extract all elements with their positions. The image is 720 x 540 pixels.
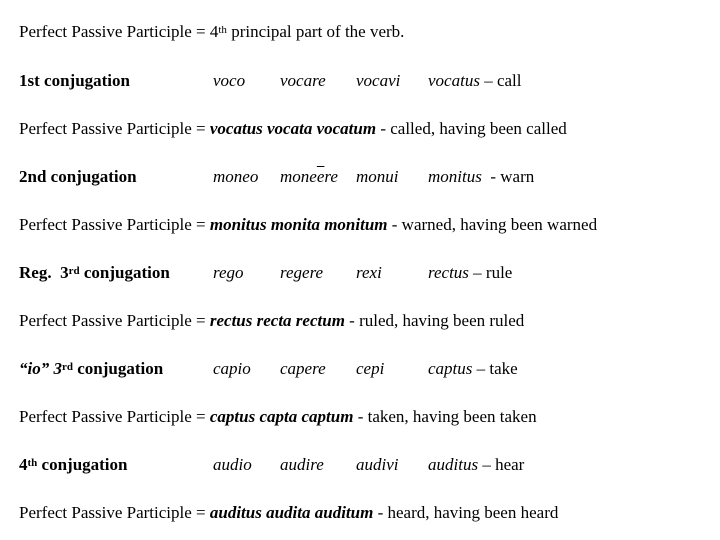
conjugation-label-sup: rd — [68, 265, 80, 277]
principal-part-2-stem: mone — [280, 167, 317, 186]
principal-part-1: voco — [213, 71, 246, 90]
ppp-forms: vocatus vocata vocatum — [209, 119, 377, 138]
principal-part-4-group — [428, 358, 518, 380]
principal-part-3: monui — [356, 167, 399, 186]
principal-part-2: capere — [280, 359, 326, 378]
principal-part-2: regere — [280, 263, 324, 282]
ppp-meaning: - warned, having been warned — [387, 215, 598, 234]
principal-part-4-group — [428, 454, 524, 476]
principal-part-1: rego — [213, 263, 244, 282]
conjugation-label-post: conjugation — [37, 455, 128, 474]
verb-meaning: – call — [479, 71, 522, 90]
principal-part-1: audio — [213, 455, 252, 474]
ppp-forms: rectus recta rectum — [209, 311, 345, 330]
conjugation-row-4 — [0, 358, 720, 380]
principal-part-4: captus — [428, 359, 473, 378]
conjugation-label-post: conjugation — [72, 359, 164, 378]
ppp-meaning: - heard, having been heard — [373, 503, 559, 522]
ppp-forms: auditus audita auditum — [209, 503, 374, 522]
principal-part-2-ending: re — [324, 167, 338, 186]
ppp-prefix: Perfect Passive Participle = — [19, 407, 210, 426]
conjugation-row-2 — [0, 166, 720, 188]
principal-part-3: cepi — [356, 359, 385, 378]
principal-part-1: capio — [213, 359, 251, 378]
principal-part-4-group — [428, 262, 512, 284]
conjugation-row-5 — [0, 454, 720, 476]
principal-part-2-macron-vowel: $\overline{e}$ — [316, 167, 325, 186]
conjugation-label-pre: Reg. 3 — [19, 263, 69, 282]
heading-prefix: Perfect Passive Participle = 4 — [19, 22, 219, 41]
ppp-meaning: - ruled, having been ruled — [344, 311, 525, 330]
principal-part-4: auditus — [428, 455, 479, 474]
ppp-prefix: Perfect Passive Participle = — [19, 119, 210, 138]
principal-part-4-group — [428, 70, 521, 92]
heading-suffix: principal part of the verb. — [226, 22, 405, 41]
heading-sup: th — [218, 24, 227, 36]
principal-part-4: rectus — [428, 263, 469, 282]
conjugation-label-pre: 4 — [19, 455, 28, 474]
principal-part-3: rexi — [356, 263, 382, 282]
page-heading — [19, 21, 404, 43]
ppp-line-4 — [19, 406, 537, 428]
conjugation-label-post: conjugation — [79, 263, 170, 282]
verb-meaning: - warn — [481, 167, 535, 186]
ppp-meaning: - taken, having been taken — [353, 407, 537, 426]
ppp-prefix: Perfect Passive Participle = — [19, 215, 210, 234]
ppp-line-2 — [19, 214, 597, 236]
verb-meaning: – rule — [468, 263, 513, 282]
ppp-prefix: Perfect Passive Participle = — [19, 311, 210, 330]
principal-part-4: monitus — [428, 167, 482, 186]
conjugation-label — [19, 454, 128, 476]
ppp-prefix: Perfect Passive Participle = — [19, 503, 210, 522]
principal-part-4: vocatus — [428, 71, 480, 90]
conjugation-label: 1st conjugation — [19, 71, 130, 90]
conjugation-label-sup: rd — [61, 361, 73, 373]
principal-part-2: audire — [280, 455, 324, 474]
ppp-forms: monitus monita monitum — [209, 215, 388, 234]
conjugation-label: 2nd conjugation — [19, 167, 137, 186]
ppp-forms: captus capta captum — [209, 407, 354, 426]
principal-part-3: vocavi — [356, 71, 401, 90]
ppp-line-1 — [19, 118, 567, 140]
conjugation-row-1 — [0, 70, 720, 92]
ppp-line-5 — [19, 502, 558, 524]
conjugation-label — [19, 358, 163, 380]
ppp-line-3 — [19, 310, 524, 332]
ppp-meaning: - called, having been called — [376, 119, 567, 138]
principal-part-1: moneo — [213, 167, 259, 186]
conjugation-row-3 — [0, 262, 720, 284]
principal-part-2 — [280, 166, 338, 188]
principal-part-3: audivi — [356, 455, 399, 474]
conjugation-label — [19, 262, 170, 284]
principal-part-2: vocare — [280, 71, 326, 90]
verb-meaning: – take — [472, 359, 518, 378]
verb-meaning: – hear — [478, 455, 525, 474]
conjugation-label-pre: “io” 3 — [19, 359, 62, 378]
conjugation-label-sup: th — [27, 457, 38, 469]
principal-part-4-group — [428, 166, 534, 188]
